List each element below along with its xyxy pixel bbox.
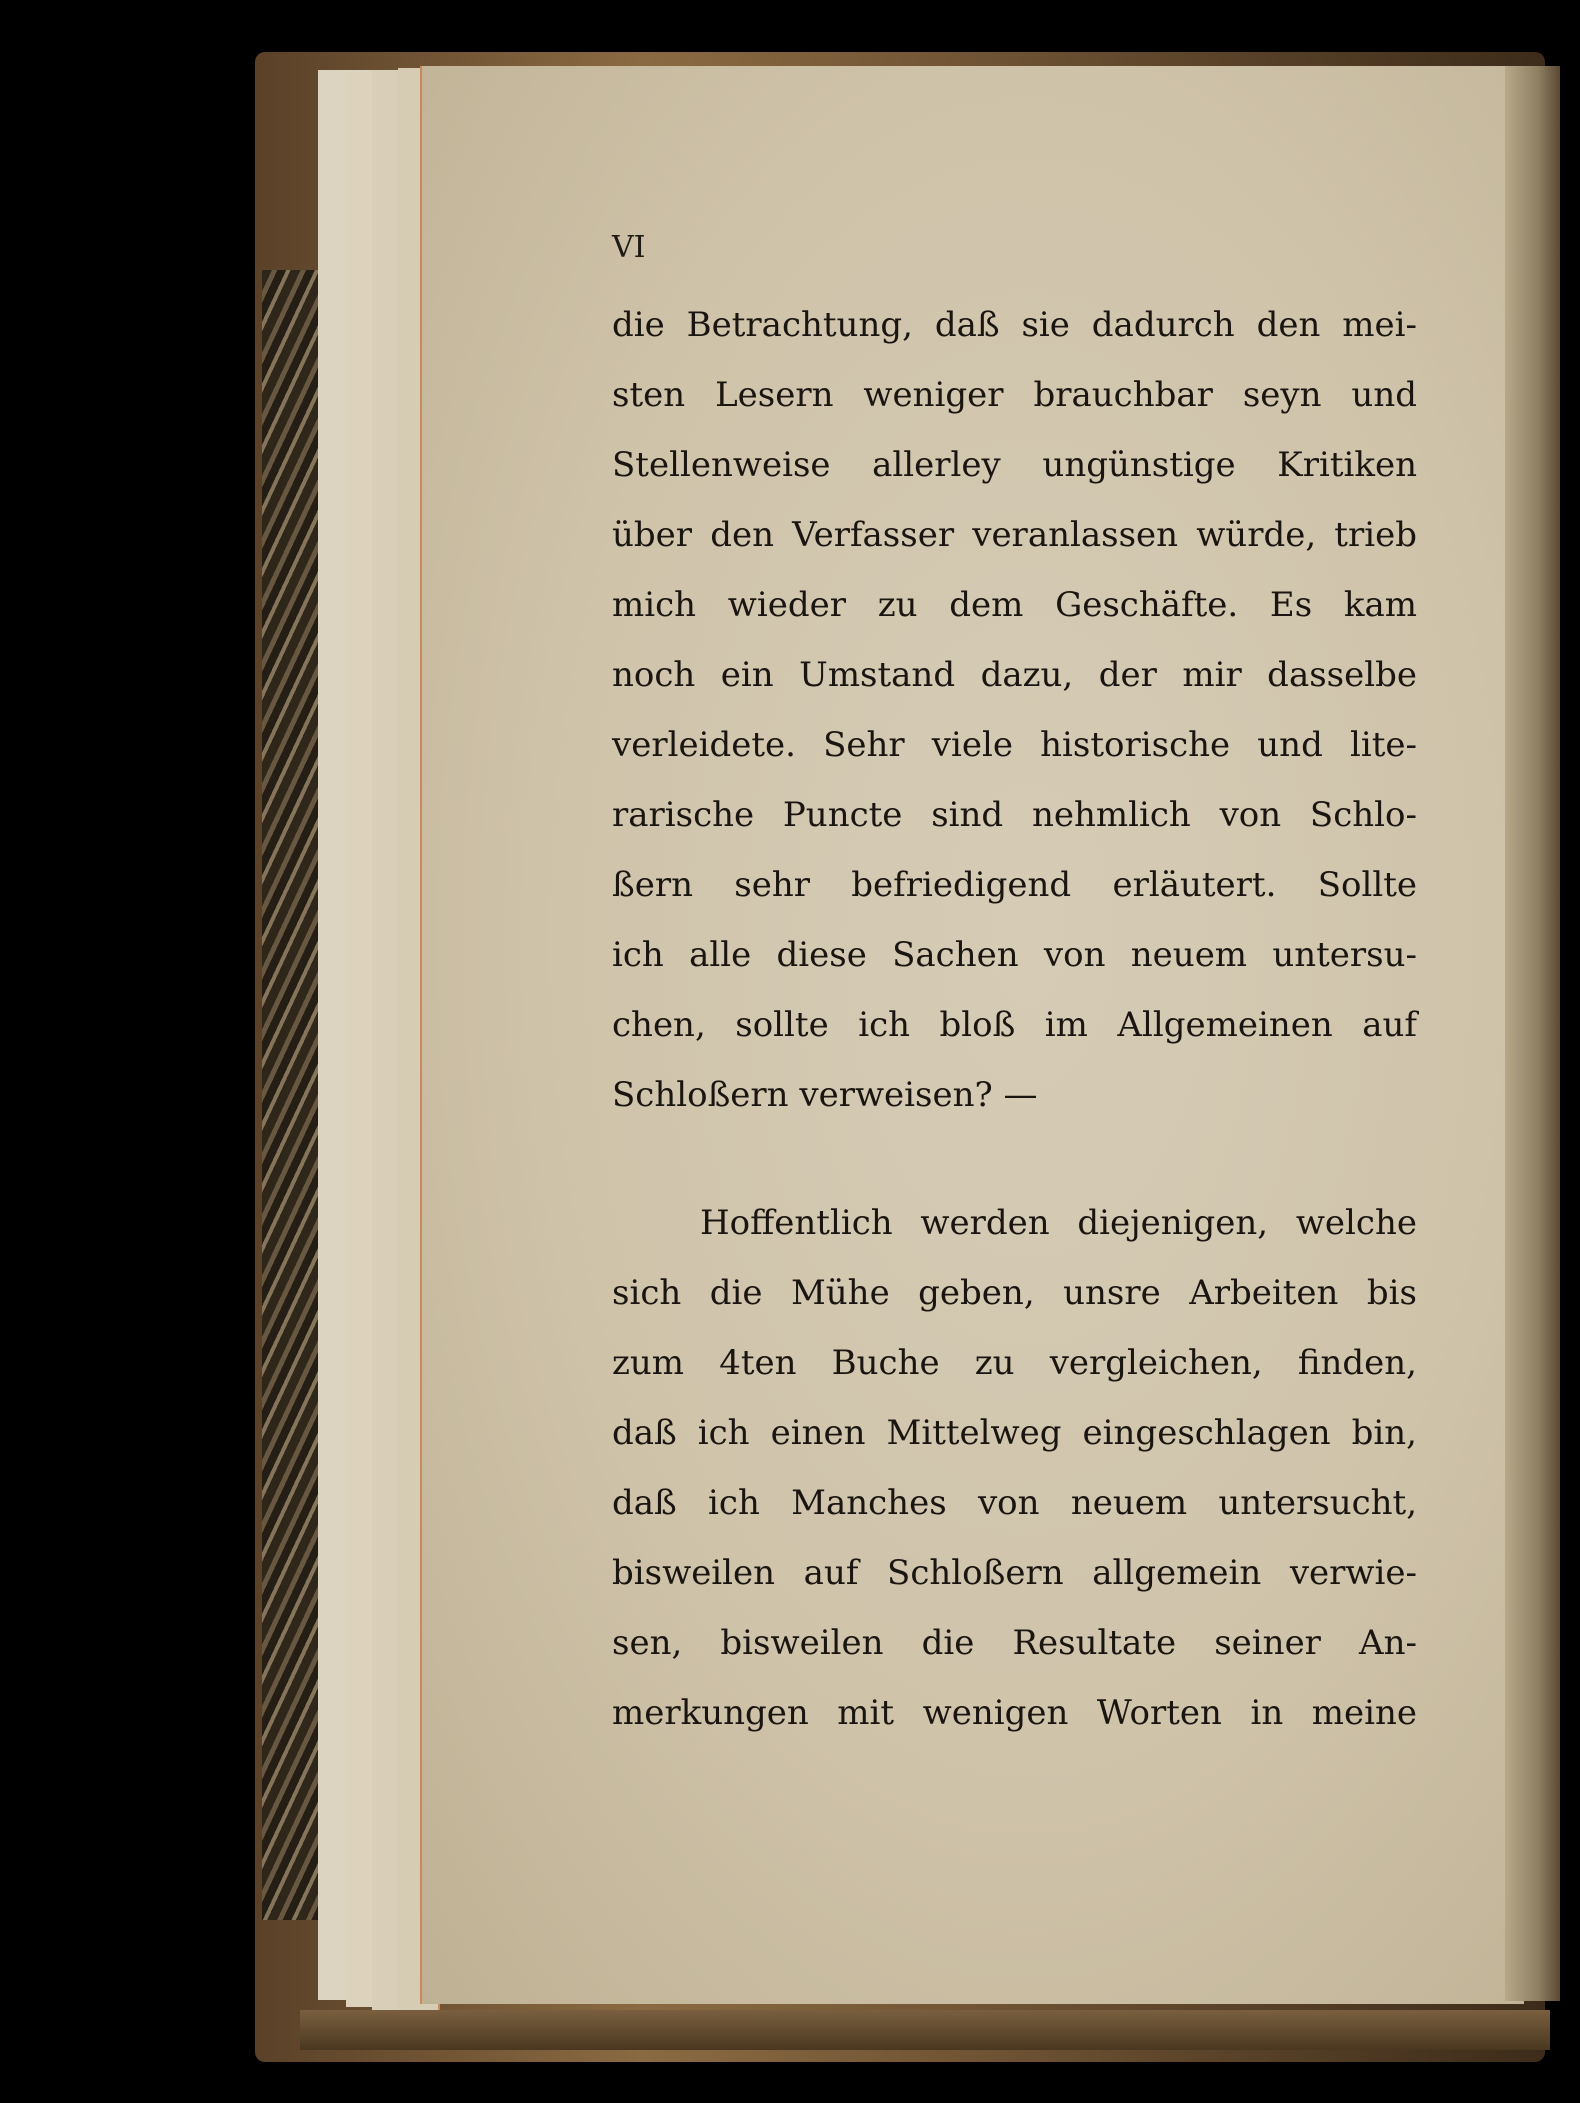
book-gutter [1505,66,1560,2001]
text-line: daß ich einen Mittelweg eingeschlagen bin, [612,1413,1417,1453]
text-line: sich die Mühe geben, unsre Arbeiten bis [612,1273,1417,1313]
text-line: zum 4ten Buche zu vergleichen, finden, [612,1343,1417,1383]
text-line: noch ein Umstand dazu, der mir dasselbe [612,655,1417,695]
text-line: chen, sollte ich bloß im Allgemeinen auf [612,1005,1417,1045]
paragraph-gap [612,1130,1417,1188]
text-line: ich alle diese Sachen von neuem untersu- [612,935,1417,975]
page-text [612,290,1417,1748]
text-line: ßern sehr befriedigend erläutert. Sollte [612,865,1417,905]
page-number: VI [612,230,646,265]
text-line: die Betrachtung, daß sie dadurch den mei- [612,305,1417,345]
text-line: Hoffentlich werden diejenigen, welche [700,1203,1417,1243]
text-line: sen, bisweilen die Resultate seiner An- [612,1623,1417,1663]
text-line: Stellenweise allerley ungünstige Kritiken [612,445,1417,485]
text-line: Schloßern verweisen? — [612,1075,1038,1115]
text-line: daß ich Manches von neuem untersucht, [612,1483,1417,1523]
text-line: merkungen mit wenigen Worten in meine [612,1693,1417,1733]
text-line: sten Lesern weniger brauchbar seyn und [612,375,1417,415]
text-line: mich wieder zu dem Geschäfte. Es kam [612,585,1417,625]
text-line: bisweilen auf Schloßern allgemein verwie- [612,1553,1417,1593]
book-bottom-edge [300,2010,1550,2050]
text-line: rarische Puncte sind nehmlich von Schlo- [612,795,1417,835]
text-line: verleidete. Sehr viele historische und lite- [612,725,1417,765]
text-line: über den Verfasser veranlassen würde, trieb [612,515,1417,555]
